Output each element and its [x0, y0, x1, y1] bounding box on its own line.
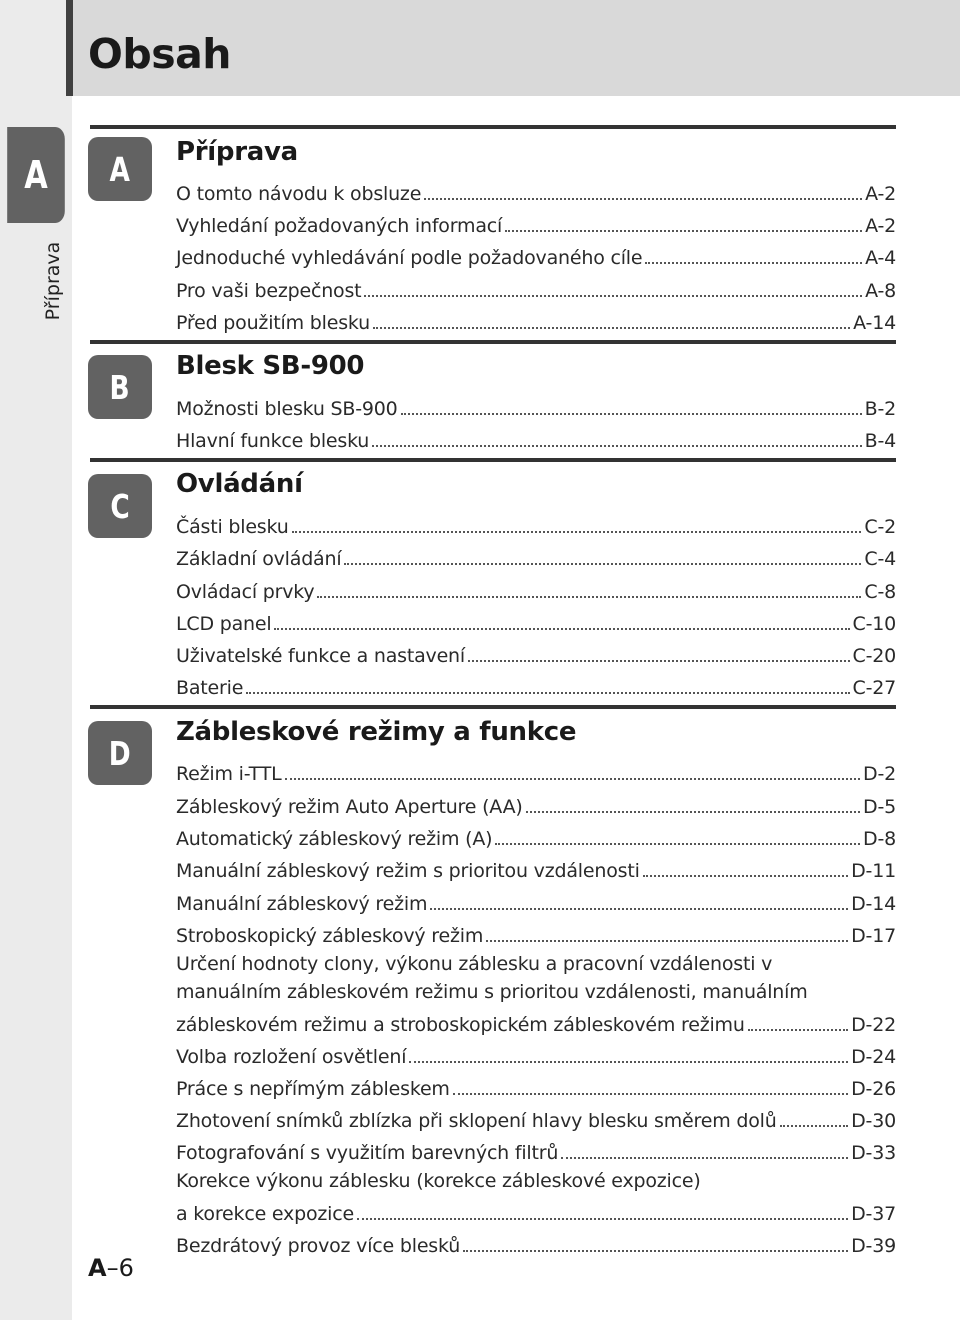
toc-entry[interactable]: [176, 786, 896, 818]
toc-entry-label: zábleskovém režimu a stroboskopickém zábleskovém režimu: [176, 1014, 745, 1036]
section-a-title: Příprava: [176, 137, 298, 167]
section-b-title: Blesk SB-900: [176, 351, 365, 381]
toc-entry-label: Pro vaši bezpečnost: [176, 280, 362, 302]
dot-leader: [344, 563, 861, 565]
toc-entry-page: D-39: [851, 1235, 896, 1257]
dot-leader: [274, 628, 849, 630]
section-c-badge[interactable]: C: [88, 474, 152, 538]
toc-entry-label: Automatický zábleskový režim (A): [176, 828, 493, 850]
toc-entry[interactable]: [176, 538, 896, 570]
toc-entry-label: Režim i-TTL: [176, 763, 282, 785]
dot-leader: [373, 327, 850, 329]
side-tab-a[interactable]: A: [7, 127, 65, 223]
toc-entry[interactable]: [176, 818, 896, 850]
toc-entry-page: D-26: [851, 1078, 896, 1100]
toc-entry-page: D-2: [863, 763, 896, 785]
toc-entry-page: C-2: [864, 516, 896, 538]
section-c-rule: [90, 458, 896, 462]
toc-entry-page: C-8: [864, 581, 896, 603]
dot-leader: [317, 596, 861, 598]
toc-entry[interactable]: [176, 420, 896, 452]
toc-entry[interactable]: [176, 302, 896, 334]
toc-entry-label: Manuální zábleskový režim s prioritou vzdálenosti: [176, 860, 640, 882]
toc-entry-label: a korekce expozice: [176, 1203, 354, 1225]
dot-leader: [430, 908, 848, 910]
dot-leader: [468, 660, 850, 662]
dot-leader: [561, 1157, 848, 1159]
dot-leader: [780, 1125, 849, 1127]
side-tab-label: Příprava: [42, 241, 64, 321]
dot-leader: [463, 1250, 848, 1252]
toc-entry-page: A-2: [865, 183, 896, 205]
dot-leader: [486, 940, 848, 942]
toc-entry[interactable]: [176, 1036, 896, 1068]
toc-entry-label: Ovládací prvky: [176, 581, 315, 603]
dot-leader: [285, 778, 861, 780]
dot-leader: [401, 413, 862, 415]
toc-entry-label: Manuální zábleskový režim: [176, 893, 428, 915]
toc-entry[interactable]: [176, 205, 896, 237]
toc-entry[interactable]: [176, 603, 896, 635]
toc-entry[interactable]: [176, 506, 896, 538]
toc-entry[interactable]: [176, 1193, 896, 1225]
toc-entry-label: Jednoduché vyhledávání podle požadovaného cíle: [176, 247, 643, 269]
toc-entry-label: Baterie: [176, 677, 244, 699]
toc-entry-page: B-4: [864, 430, 896, 452]
toc-entry-label: Volba rozložení osvětlení: [176, 1046, 407, 1068]
toc-entry-label: Uživatelské funkce a nastavení: [176, 645, 465, 667]
toc-entry-label: Stroboskopický zábleskový režim: [176, 925, 484, 947]
toc-entry[interactable]: [176, 237, 896, 269]
toc-entry-page: A-2: [865, 215, 896, 237]
dot-leader: [424, 198, 862, 200]
toc-entry-label: Části blesku: [176, 516, 289, 538]
toc-entry-label: Hlavní funkce blesku: [176, 430, 370, 452]
page-number-prefix: A: [88, 1254, 107, 1282]
toc-entry-page: A-8: [865, 280, 896, 302]
toc-entry[interactable]: [176, 1068, 896, 1100]
toc-entry[interactable]: [176, 850, 896, 882]
section-b-badge[interactable]: B: [88, 355, 152, 419]
page-number-suffix: –6: [106, 1254, 134, 1282]
toc-entry-line: Korekce výkonu záblesku (korekce zábleskové expozice): [176, 1170, 701, 1192]
section-b-rule: [90, 340, 896, 344]
toc-entry-label: O tomto návodu k obsluze: [176, 183, 422, 205]
toc-entry-label: Práce s nepřímým zábleskem: [176, 1078, 450, 1100]
section-c-title: Ovládání: [176, 469, 303, 499]
toc-entry[interactable]: [176, 173, 896, 205]
toc-entry-page: D-33: [851, 1142, 896, 1164]
toc-entry-label: Zhotovení snímků zblízka při sklopení hlavy blesku směrem dolů: [176, 1110, 777, 1132]
toc-entry-page: C-4: [864, 548, 896, 570]
dot-leader: [495, 843, 860, 845]
dot-leader: [357, 1218, 848, 1220]
toc-entry-page: B-2: [864, 398, 896, 420]
toc-entry-page: D-11: [851, 860, 896, 882]
toc-entry-page: D-22: [851, 1014, 896, 1036]
toc-entry-page: C-27: [852, 677, 896, 699]
dot-leader: [526, 811, 860, 813]
dot-leader: [643, 875, 848, 877]
toc-entry-page: D-30: [851, 1110, 896, 1132]
toc-entry-page: A-4: [865, 247, 896, 269]
toc-entry-label: Vyhledání požadovaných informací: [176, 215, 503, 237]
page-title: Obsah: [88, 30, 231, 78]
section-a-rule: [90, 125, 896, 129]
toc-entry[interactable]: [176, 1100, 896, 1132]
toc-entry[interactable]: [176, 1132, 896, 1164]
toc-entry-page: D-37: [851, 1203, 896, 1225]
dot-leader: [453, 1093, 848, 1095]
toc-entry[interactable]: [176, 883, 896, 915]
toc-entry[interactable]: [176, 915, 896, 947]
toc-entry-page: D-24: [851, 1046, 896, 1068]
section-d-title: Zábleskové režimy a funkce: [176, 717, 577, 747]
dot-leader: [505, 230, 862, 232]
dot-leader: [409, 1061, 848, 1063]
toc-entry-page: D-8: [863, 828, 896, 850]
toc-entry-label: Před použitím blesku: [176, 312, 370, 334]
toc-entry[interactable]: [176, 388, 896, 420]
toc-entry-page: D-5: [863, 796, 896, 818]
toc-entry-page: D-14: [851, 893, 896, 915]
dot-leader: [748, 1029, 848, 1031]
toc-entry-page: A-14: [853, 312, 896, 334]
toc-entry-label: Bezdrátový provoz více blesků: [176, 1235, 461, 1257]
toc-entry[interactable]: [176, 270, 896, 302]
toc-entry[interactable]: [176, 635, 896, 667]
toc-entry[interactable]: [176, 753, 896, 785]
toc-entry[interactable]: [176, 667, 896, 699]
dot-leader: [372, 445, 861, 447]
section-a-badge[interactable]: A: [88, 137, 152, 201]
dot-leader: [645, 262, 862, 264]
toc-entry-page: C-10: [852, 613, 896, 635]
toc-entry-label: Základní ovládání: [176, 548, 342, 570]
dot-leader: [246, 692, 849, 694]
dot-leader: [364, 295, 862, 297]
toc-entry-label: LCD panel: [176, 613, 272, 635]
dot-leader: [292, 531, 862, 533]
toc-entry-line: manuálním zábleskovém režimu s prioritou vzdálenosti, manuálním: [176, 981, 808, 1003]
toc-entry-label: Fotografování s využitím barevných filtrů: [176, 1142, 559, 1164]
toc-entry-label: Možnosti blesku SB-900: [176, 398, 398, 420]
section-d-rule: [90, 705, 896, 709]
toc-entry[interactable]: [176, 1225, 896, 1257]
toc-entry[interactable]: [176, 1004, 896, 1036]
toc-entry-page: D-17: [851, 925, 896, 947]
page-number: [88, 1254, 134, 1282]
section-d-badge[interactable]: D: [88, 721, 152, 785]
toc-entry[interactable]: [176, 571, 896, 603]
toc-entry-page: C-20: [852, 645, 896, 667]
toc-entry-label: Zábleskový režim Auto Aperture (AA): [176, 796, 523, 818]
toc-entry-line: Určení hodnoty clony, výkonu záblesku a pracovní vzdálenosti v: [176, 953, 773, 975]
